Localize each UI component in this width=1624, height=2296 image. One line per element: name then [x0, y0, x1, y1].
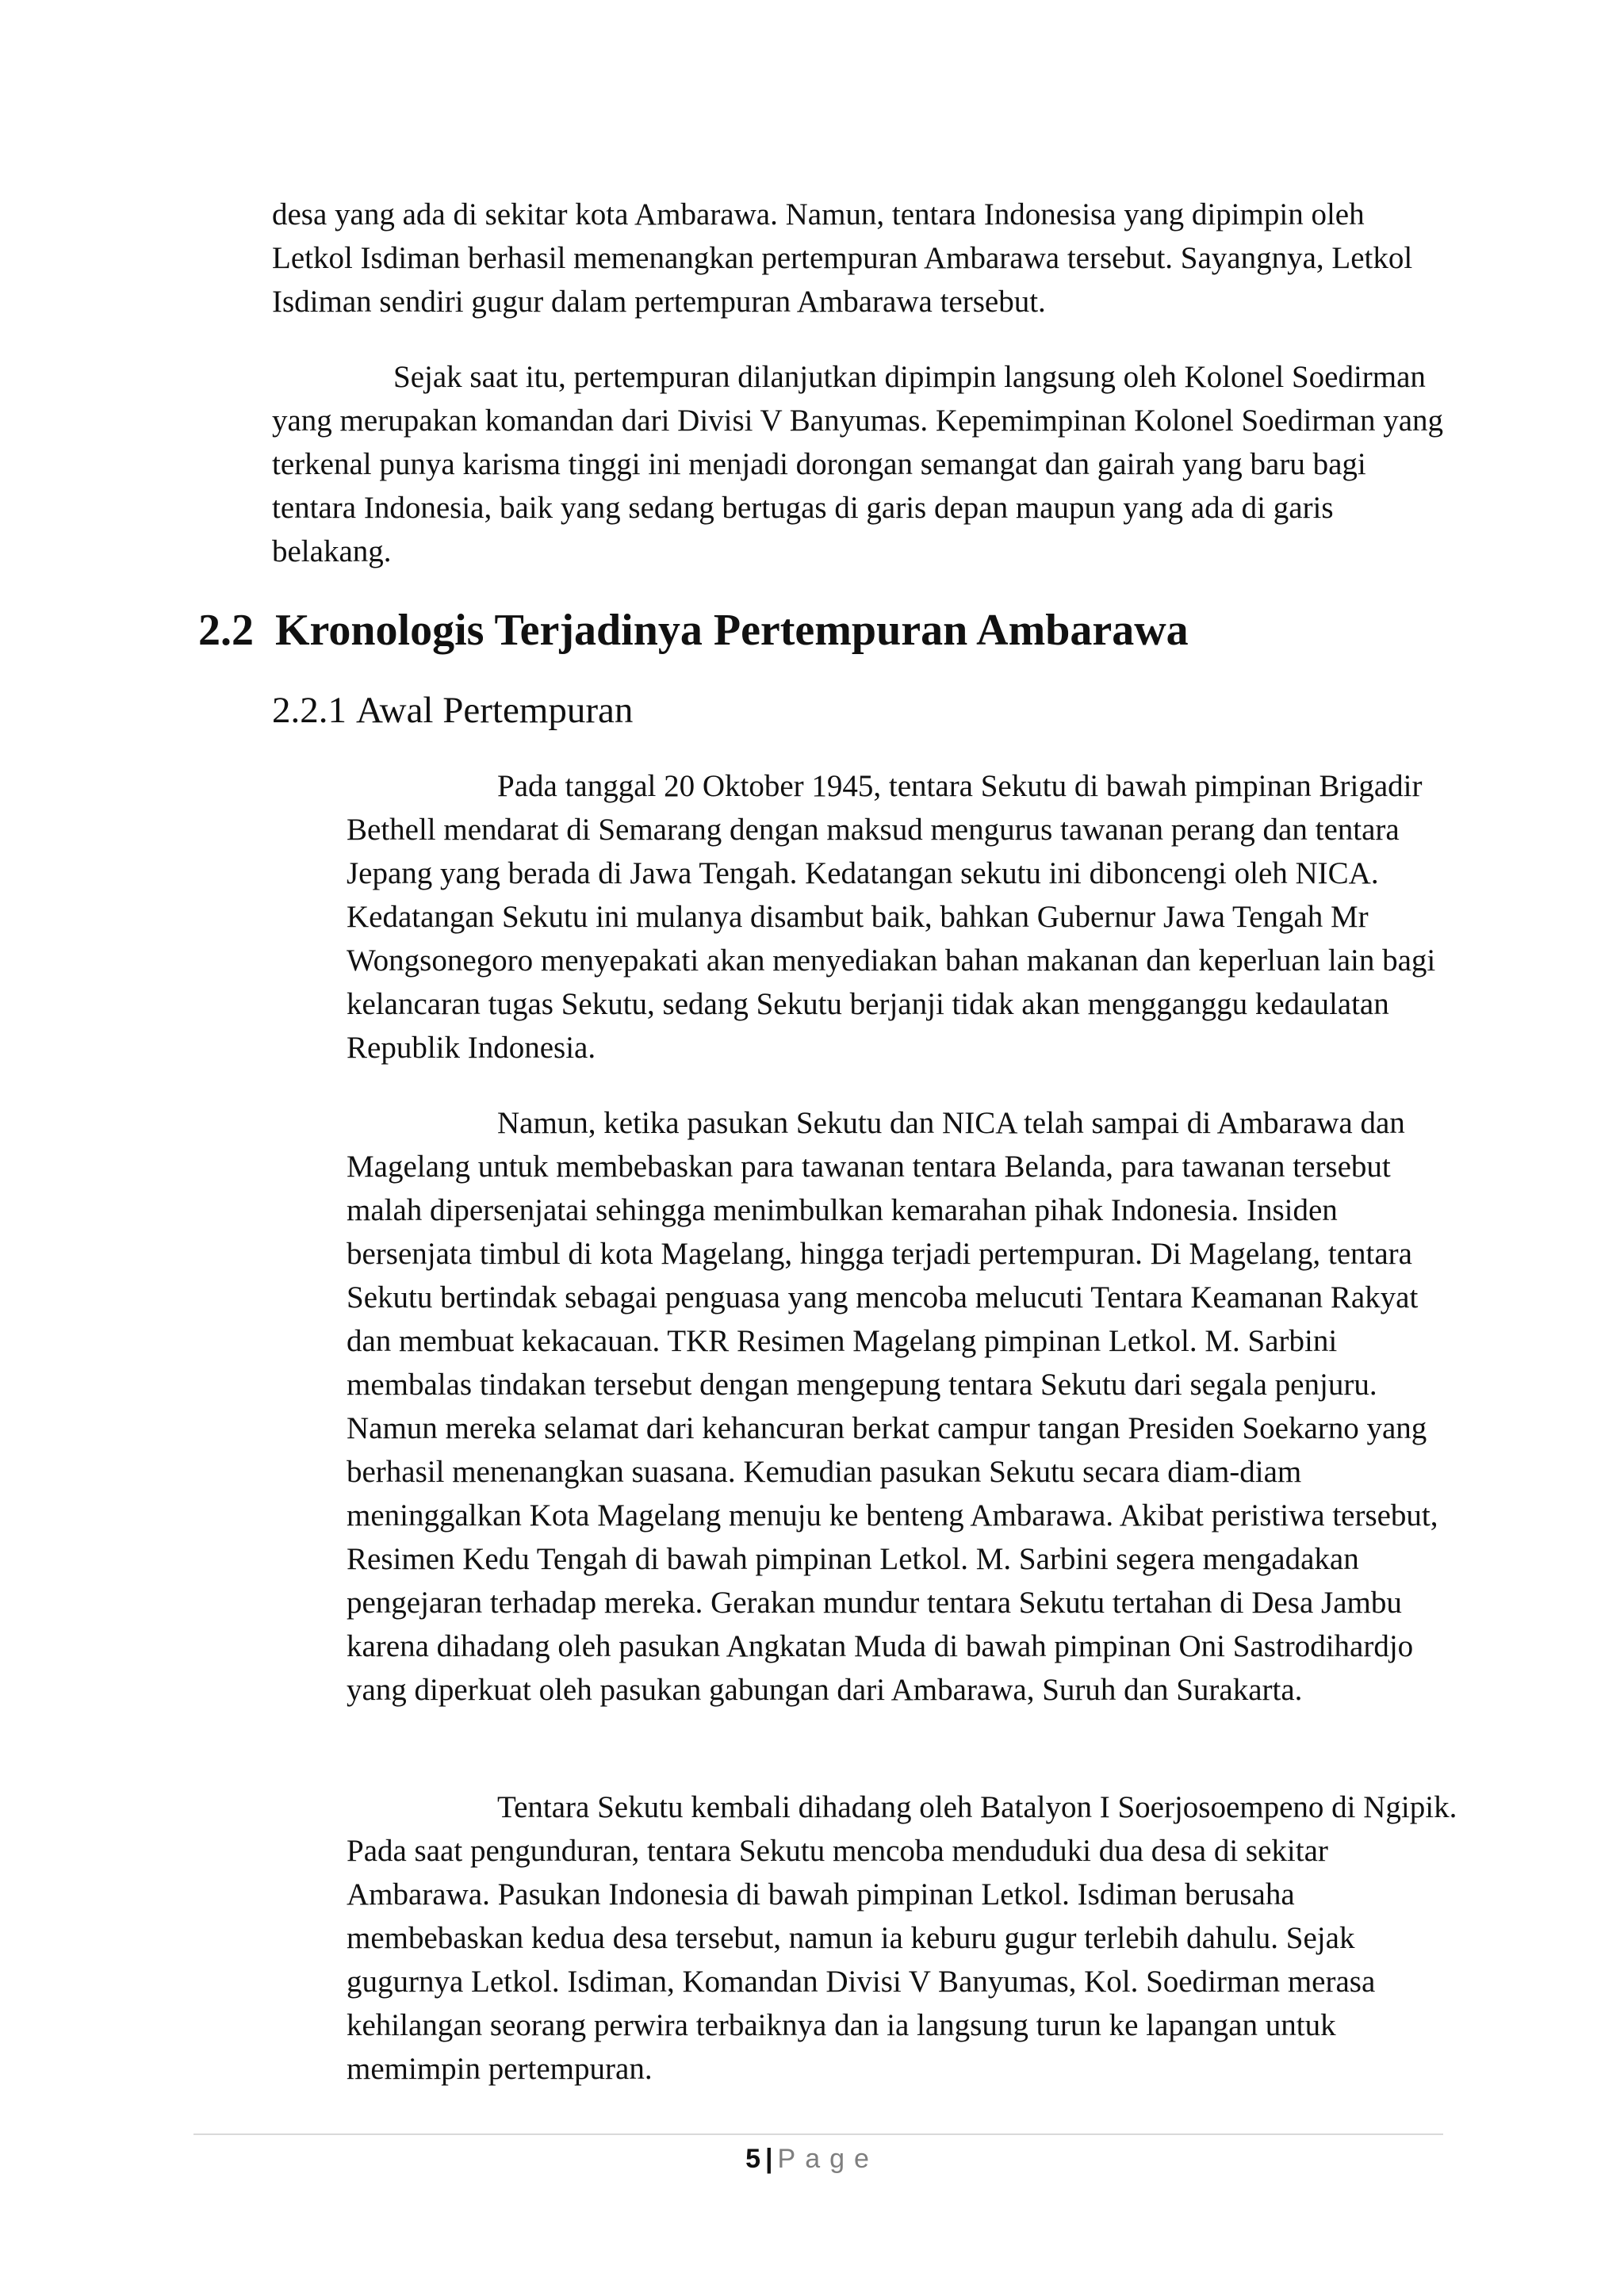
subsection-heading — [272, 687, 1446, 734]
body-paragraph: Pada tanggal 20 Oktober 1945, tentara Sekutu di bawah pimpinan Brigadir Bethell mendarat di Semarang dengan maksud mengurus tawanan perang dan tentara Jepang yang berada di Jawa Tengah. Kedatangan sekutu ini diboncengi oleh NICA. Kedatangan Sekutu ini mulanya disambut baik, bahkan Gubernur Jawa Tengah Mr Wongsonegoro menyepakati akan menyediakan bahan makanan dan keperluan lain bagi kelancaran tugas Sekutu, sedang Sekutu berjanji tidak akan mengganggu kedaulatan Republik Indonesia. — [347, 769, 1436, 1065]
section-title: Kronologis Terjadinya Pertempuran Ambarawa — [275, 606, 1189, 655]
subsection-title: Awal Pertempuran — [356, 690, 634, 731]
body-paragraph: Namun, ketika pasukan Sekutu dan NICA telah sampai di Ambarawa dan Magelang untuk membebaskan para tawanan tentara Belanda, para tawanan tersebut malah dipersenjatai sehingga menimbulkan kemarahan pihak Indonesia. Insiden bersenjata timbul di kota Magelang, hingga terjadi pertempuran. Di Magelang, tentara Sekutu bertindak sebagai penguasa yang mencoba melucuti Tentara Keamanan Rakyat dan membuat kekacauan. TKR Resimen Magelang pimpinan Letkol. M. Sarbini membalas tindakan tersebut dengan mengepung tentara Sekutu dari segala penjuru. Namun mereka selamat dari kehancuran berkat campur tangan Presiden Soekarno yang berhasil menenangkan suasana. Kemudian pasukan Sekutu secara diam-diam meninggalkan Kota Magelang menuju ke benteng Ambarawa. Akibat peristiwa tersebut, Resimen Kedu Tengah di bawah pimpinan Letkol. M. Sarbini segera mengadakan pengejaran terhadap mereka. Gerakan mundur tentara Sekutu tertahan di Desa Jambu karena dihadang oleh pasukan Angkatan Muda di bawah pimpinan Oni Sastrodihardjo yang diperkuat oleh pasukan gabungan dari Ambarawa, Suruh dan Surakarta. — [347, 1106, 1438, 1707]
page-label: Page — [777, 2144, 879, 2174]
body-paragraph: desa yang ada di sekitar kota Ambarawa. Namun, tentara Indonesisa yang dipimpin oleh Letkol Isdiman berhasil memenangkan pertempuran Ambarawa tersebut. Sayangnya, Letkol Isdiman sendiri gugur dalam pertempuran Ambarawa tersebut. — [272, 197, 1413, 319]
page-footer — [0, 2141, 1624, 2176]
page-number: 5 — [745, 2144, 760, 2174]
footer-separator: | — [765, 2144, 773, 2174]
body-paragraph: Sejak saat itu, pertempuran dilanjutkan dipimpin langsung oleh Kolonel Soedirman yang merupakan komandan dari Divisi V Banyumas. Kepemimpinan Kolonel Soedirman yang terkenal punya karisma tinggi ini menjadi dorongan semangat dan gairah yang baru bagi tentara Indonesia, baik yang sedang bertugas di garis depan maupun yang ada di garis belakang. — [272, 360, 1444, 568]
section-heading — [198, 603, 1467, 658]
section-number: 2.2 — [198, 606, 254, 655]
body-paragraph: Tentara Sekutu kembali dihadang oleh Batalyon I Soerjosoempeno di Ngipik. Pada saat pengunduran, tentara Sekutu mencoba menduduki dua desa di sekitar Ambarawa. Pasukan Indonesia di bawah pimpinan Letkol. Isdiman berusaha membebaskan kedua desa tersebut, namun ia keburu gugur terlebih dahulu. Sejak gugurnya Letkol. Isdiman, Komandan Divisi V Banyumas, Kol. Soedirman merasa kehilangan seorang perwira terbaiknya dan ia langsung turun ke lapangan untuk memimpin pertempuran. — [347, 1790, 1457, 2086]
footer-divider — [193, 2133, 1443, 2135]
subsection-number: 2.2.1 — [272, 690, 347, 731]
